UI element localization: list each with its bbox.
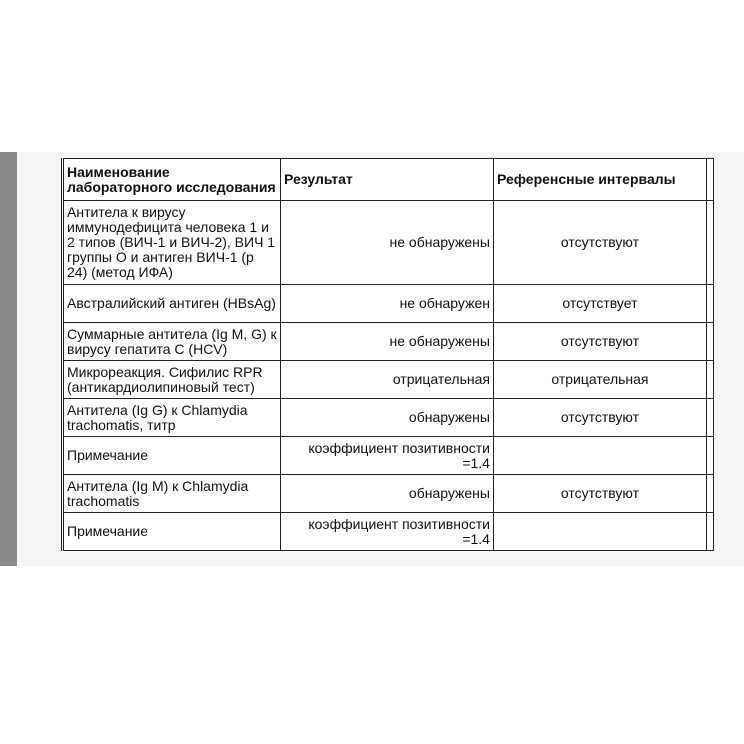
row-result: коэффициент позитивности =1.4	[281, 437, 494, 475]
row-result: обнаружены	[281, 399, 494, 437]
left-gray-strip	[0, 152, 17, 566]
table-row	[63, 323, 714, 361]
row-result: не обнаружены	[281, 323, 494, 361]
table-header-row	[63, 159, 714, 201]
row-reference: отрицательная	[493, 361, 706, 399]
row-result: не обнаружены	[281, 201, 494, 285]
row-end-cell	[706, 323, 713, 361]
row-reference: отсутствует	[493, 285, 706, 323]
table-row	[63, 285, 714, 323]
table-row	[63, 361, 714, 399]
row-name: Микрореакция. Сифилис RPR (антикардиолипиновый тест)	[63, 361, 281, 399]
row-reference: отсутствуют	[493, 323, 706, 361]
lab-results-table	[61, 158, 714, 551]
table-row	[63, 437, 714, 475]
row-end-cell	[706, 399, 713, 437]
row-reference	[493, 513, 706, 551]
row-name: Примечание	[63, 513, 281, 551]
row-reference: отсутствуют	[493, 201, 706, 285]
row-end-cell	[706, 475, 713, 513]
row-name: Австралийский антиген (HBsAg)	[63, 285, 281, 323]
lab-results-table-container	[61, 158, 714, 551]
row-result: обнаружены	[281, 475, 494, 513]
row-name: Антитела к вирусу иммунодефицита человека 1 и 2 типов (ВИЧ-1 и ВИЧ-2), ВИЧ 1 группы О и антиген ВИЧ-1 (р 24) (метод ИФА)	[63, 201, 281, 285]
row-name: Антитела (Ig G) к Chlamydia trachomatis, титр	[63, 399, 281, 437]
table-row	[63, 475, 714, 513]
row-name: Примечание	[63, 437, 281, 475]
row-reference: отсутствуют	[493, 475, 706, 513]
table-row	[63, 399, 714, 437]
row-end-cell	[706, 513, 713, 551]
header-reference: Референсные интервалы	[493, 159, 706, 201]
row-end-cell	[706, 361, 713, 399]
row-end-cell	[706, 285, 713, 323]
table-row	[63, 201, 714, 285]
row-result: коэффициент позитивности =1.4	[281, 513, 494, 551]
row-result: отрицательная	[281, 361, 494, 399]
row-reference	[493, 437, 706, 475]
header-end-cell	[706, 159, 713, 201]
header-result: Результат	[281, 159, 494, 201]
row-end-cell	[706, 437, 713, 475]
row-name: Антитела (Ig M) к Chlamydia trachomatis	[63, 475, 281, 513]
row-name: Суммарные антитела (Ig M, G) к вирусу гепатита С (HCV)	[63, 323, 281, 361]
row-result: не обнаружен	[281, 285, 494, 323]
row-end-cell	[706, 201, 713, 285]
header-name: Наименование лабораторного исследования	[63, 159, 281, 201]
row-reference: отсутствуют	[493, 399, 706, 437]
table-row	[63, 513, 714, 551]
